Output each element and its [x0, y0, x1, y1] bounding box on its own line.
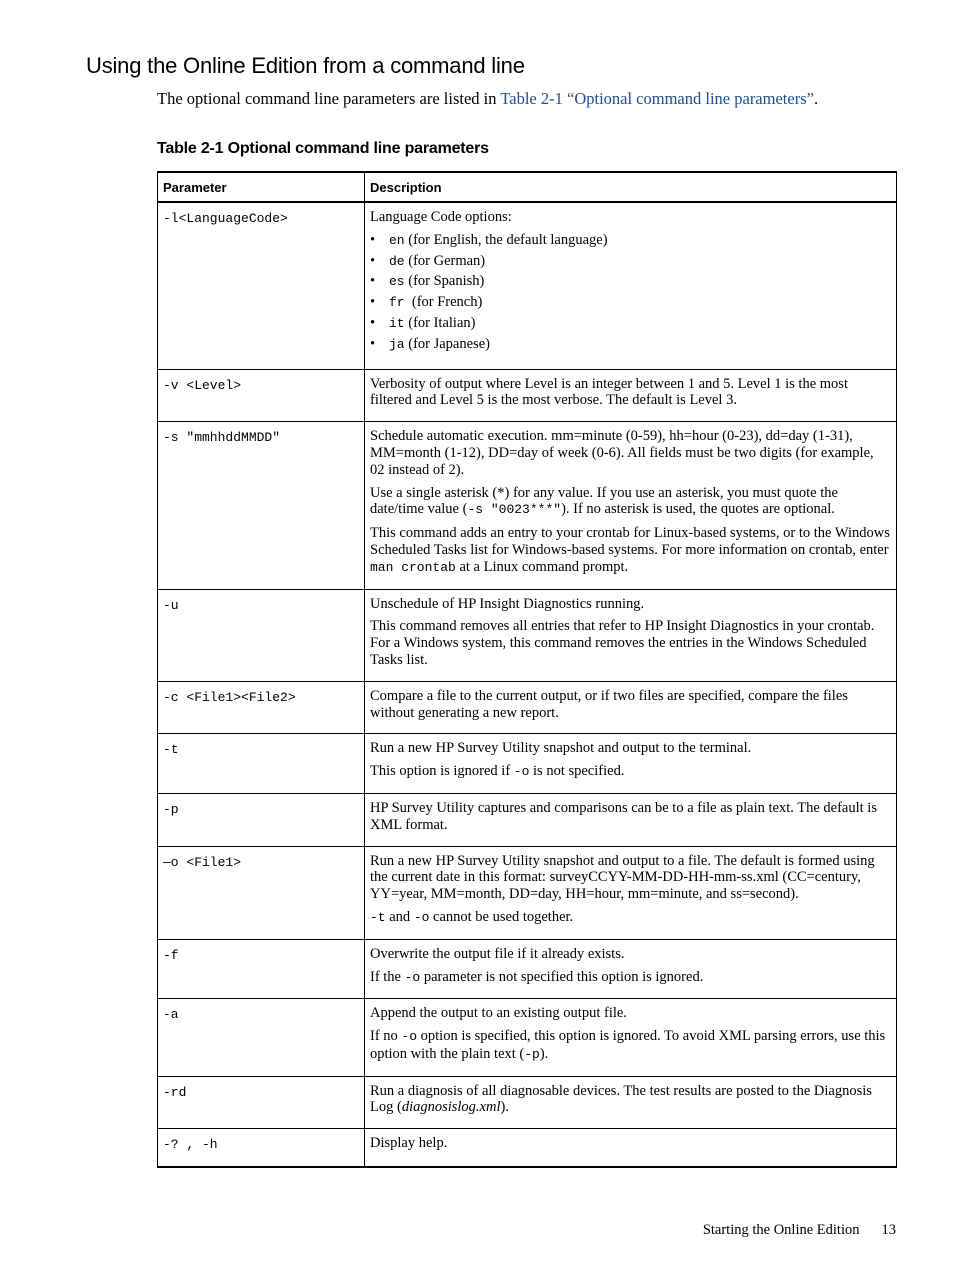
description-fragment: Run a diagnosis of all diagnosable devices. The test results are posted to the Diagnosis Log (: [370, 1082, 872, 1116]
page-number: 13: [881, 1222, 896, 1238]
description-fragment: This option is ignored if: [370, 763, 514, 780]
description-text: HP Survey Utility captures and comparisons can be to a file as plain text. The default is XML format.: [370, 799, 877, 833]
description-fragment: cannot be used together.: [429, 908, 574, 925]
bullet-icon: •: [370, 294, 376, 311]
description-fragment: ). If no asterisk is used, the quotes are optional.: [561, 501, 835, 518]
description-cell: [365, 999, 897, 1076]
list-item: [370, 273, 891, 291]
code-example: -o: [413, 909, 430, 925]
code-example: -s "0023***": [467, 502, 562, 518]
language-code: ja: [389, 336, 405, 352]
param-cell: [158, 734, 365, 794]
language-code: it: [389, 315, 405, 331]
list-item: [370, 253, 891, 271]
description-cell: [365, 734, 897, 794]
code-example: -p: [524, 1046, 540, 1062]
intro-text-end: .: [813, 89, 819, 108]
param-name: -f: [163, 947, 179, 963]
file-name: diagnosislog.xml: [401, 1099, 501, 1116]
language-name: (for French): [404, 294, 483, 311]
description-cell: [365, 589, 897, 681]
table-row: [158, 681, 897, 734]
param-cell: [158, 422, 365, 589]
list-item: [370, 294, 891, 312]
param-name: -rd: [163, 1084, 187, 1100]
param-name: -v <Level>: [163, 377, 242, 393]
param-name: -c <File1><File2>: [163, 689, 296, 705]
table-row: [158, 202, 897, 369]
param-cell: [158, 681, 365, 734]
description-cell: [365, 1129, 897, 1167]
description-fragment: This command adds an entry to your crontab for Linux-based systems, or to the Windows Scheduled Tasks list for Windows-based systems. For more information on crontab, enter: [370, 525, 890, 558]
description-text: Schedule automatic execution. mm=minute (0-59), hh=hour (0-23), dd=day (1-31), MM=month (1-12), DD=day of week (0-6). All fields must be two digits (for example, 02 instead of 2).: [370, 428, 874, 478]
param-cell: [158, 1076, 365, 1129]
description-text: Run a new HP Survey Utility snapshot and output to a file. The default is formed using the current date in this format: surveyCCYY-MM-DD-HH-mm-ss.xml (CC=century, YY=year, MM=month, DD=day, HH=hour, mm=minute, and ss=second).: [370, 852, 875, 903]
param-name: -t: [163, 742, 179, 758]
description-cell: [365, 1076, 897, 1129]
description-text: This command removes all entries that refer to HP Insight Diagnostics in your crontab. For a Windows system, this command removes the entries in the Windows Scheduled Tasks list.: [370, 618, 875, 668]
description-text: [370, 485, 891, 520]
description-text: [370, 1083, 891, 1117]
section-heading: Using the Online Edition from a command line: [86, 53, 525, 78]
language-code: es: [389, 274, 405, 290]
description-text: [370, 525, 891, 576]
language-name: (for English, the default language): [404, 231, 608, 248]
param-cell: [158, 793, 365, 846]
description-text: Unschedule of HP Insight Diagnostics running.: [370, 595, 645, 612]
description-text: Language Code options:: [370, 209, 512, 225]
parameters-table: [157, 171, 897, 1168]
language-name: (for Japanese): [404, 335, 490, 352]
param-name: -s "mmhhddMMDD": [163, 430, 281, 446]
list-item: [370, 336, 891, 354]
language-code: fr: [389, 295, 405, 311]
language-list: [370, 232, 891, 354]
language-name: (for German): [404, 252, 486, 269]
code-example: -o: [513, 764, 530, 780]
code-example: -t: [370, 909, 386, 925]
description-cell: [365, 422, 897, 589]
table-row: [158, 589, 897, 681]
code-example: -o: [404, 969, 421, 985]
param-cell: [158, 589, 365, 681]
param-cell: [158, 369, 365, 422]
param-name: —o <File1>: [163, 854, 242, 870]
description-fragment: If no: [370, 1028, 402, 1045]
param-name: -l<LanguageCode>: [163, 211, 288, 226]
header-parameter: Parameter: [158, 172, 365, 202]
bullet-icon: •: [370, 273, 376, 290]
list-item: [370, 315, 891, 333]
description-fragment: If the: [370, 968, 405, 985]
description-cell: [365, 202, 897, 369]
table-row: [158, 369, 897, 422]
bullet-icon: •: [370, 335, 376, 352]
bullet-icon: •: [370, 231, 376, 248]
code-example: man crontab: [370, 559, 456, 575]
description-cell: [365, 846, 897, 939]
description-text: [370, 1028, 891, 1064]
description-cell: [365, 939, 897, 999]
table-row: [158, 939, 897, 999]
language-code: en: [389, 232, 405, 248]
param-name: -p: [163, 801, 179, 817]
description-cell: [365, 369, 897, 422]
description-text: [370, 969, 891, 987]
table-row: [158, 793, 897, 846]
description-text: Overwrite the output file if it already exists.: [370, 945, 625, 962]
description-text: Run a new HP Survey Utility snapshot and output to the terminal.: [370, 740, 752, 757]
language-code: de: [389, 253, 405, 269]
param-cell: [158, 202, 365, 369]
description-fragment: is not specified.: [529, 763, 625, 780]
param-name: -? , -h: [163, 1137, 218, 1153]
param-cell: [158, 999, 365, 1076]
description-fragment: parameter is not specified this option is ignored.: [420, 968, 704, 985]
description-fragment: option is specified, this option is ignored. To avoid XML parsing errors, use this option with the plain text (: [370, 1028, 886, 1062]
description-fragment: ).: [500, 1099, 509, 1116]
table-caption: Table 2-1 Optional command line parameters: [157, 140, 489, 157]
description-text: Display help.: [370, 1135, 448, 1152]
language-name: (for Italian): [404, 314, 476, 331]
table-row: [158, 1129, 897, 1167]
bullet-icon: •: [370, 252, 376, 269]
intro-text: The optional command line parameters are listed in: [157, 89, 501, 108]
description-text: Verbosity of output where Level is an integer between 1 and 5. Level 1 is the most filtered and Level 5 is the most verbose. The default is Level 3.: [370, 375, 848, 409]
table-row: [158, 999, 897, 1076]
table-row: [158, 734, 897, 794]
intro-paragraph: [157, 88, 897, 109]
description-text: [370, 909, 891, 927]
description-fragment: ).: [539, 1045, 549, 1062]
param-name: -a: [163, 1007, 179, 1023]
footer-section-title: Starting the Online Edition: [702, 1222, 860, 1238]
table-header-row: [158, 172, 897, 202]
description-text: [370, 763, 891, 781]
table-row: [158, 846, 897, 939]
param-cell: [158, 1129, 365, 1167]
param-cell: [158, 939, 365, 999]
description-cell: [365, 681, 897, 734]
description-text: Append the output to an existing output file.: [370, 1005, 627, 1022]
table-row: [158, 422, 897, 589]
description-fragment: Use a single asterisk (*) for any value. If you use an asterisk, you must quote the date/time value (: [370, 484, 838, 518]
bullet-icon: •: [370, 314, 376, 331]
table-row: [158, 1076, 897, 1129]
page-footer: [703, 1222, 896, 1239]
list-item: [370, 232, 891, 250]
table-reference-link[interactable]: Table 2-1 “Optional command line parameters”: [500, 89, 814, 108]
param-cell: [158, 846, 365, 939]
code-example: -o: [401, 1029, 418, 1045]
param-name: -u: [163, 597, 179, 613]
description-text: Compare a file to the current output, or if two files are specified, compare the files without generating a new report.: [370, 687, 848, 721]
language-name: (for Spanish): [404, 273, 485, 290]
description-cell: [365, 793, 897, 846]
header-description: Description: [365, 172, 897, 202]
description-fragment: at a Linux command prompt.: [455, 558, 629, 575]
description-fragment: and: [385, 908, 414, 925]
